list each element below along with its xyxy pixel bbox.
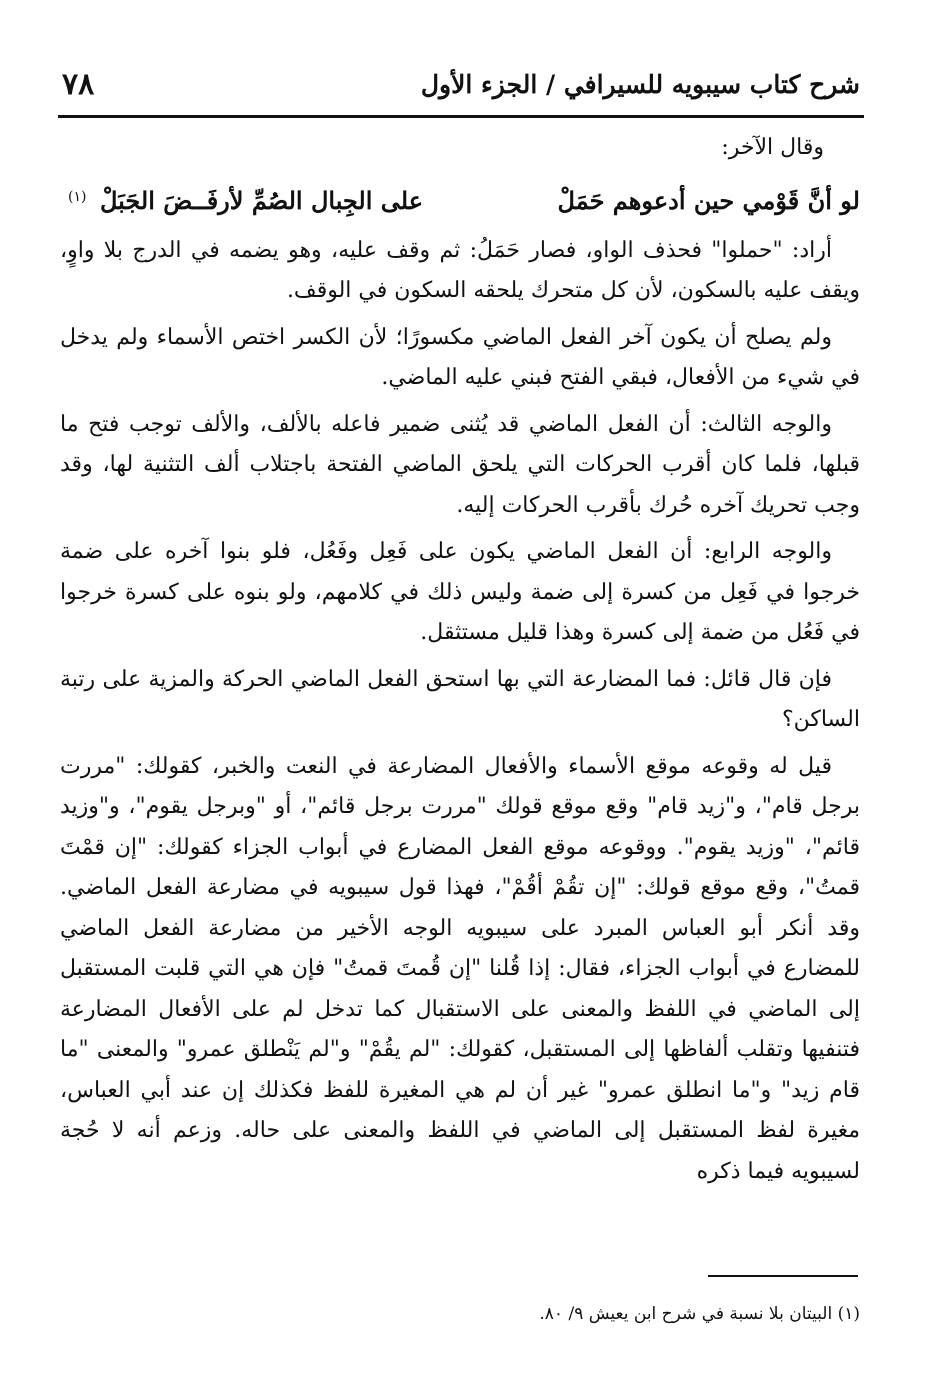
header-rule (58, 115, 864, 118)
paragraph: ولم يصلح أن يكون آخر الفعل الماضي مكسورًا؛ لأن الكسر اختص الأسماء ولم يدخل في شيء من الأفعال، فبقي الفتح فبني عليه الماضي. (60, 324, 860, 390)
paragraph: فإن قال قائل: فما المضارعة التي بها استحق الفعل الماضي الحركة والمزية على رتبة الساكن؟ (60, 666, 860, 732)
paragraph: والوجه الرابع: أن الفعل الماضي يكون على فَعِل وفَعُل، فلو بنوا آخره على ضمة خرجوا في فَعِل من كسرة إلى ضمة وليس ذلك في كلامهم، ولو بنوه على كسرة خرجوا في فَعُل من ضمة إلى كسرة وهذا قليل مستثقل. (60, 539, 860, 645)
main-text (60, 128, 860, 1198)
page-number: ٧٨ (62, 66, 95, 102)
footnote-rule (708, 1275, 858, 1277)
paragraph: والوجه الثالث: أن الفعل الماضي قد يُثنى ضمير فاعله بالألف، والألف توجب فتح ما قبلها، فلما كان أقرب الحركات التي يلحق الماضي الفتحة باجتلاب ألف التثنية لها، وقد وجب تحريك آخره حُرك بأقرب الحركات إليه. (60, 411, 860, 518)
verse-second-hemistich: على الجِبال الصُمِّ لأرفَــضَ الجَبَلْ (100, 185, 424, 215)
footnote: (١) البيتان بلا نسبة في شرح ابن يعيش ٩/ ٨٠. (539, 1304, 860, 1324)
paragraph: أراد: "حملوا" فحذف الواو، فصار حَمَلُ: ثم وقف عليه، وهو يضمه في الدرج بلا واوٍ، ويقف عليه بالسكون، لأن كل متحرك يلحقه السكون في الوقف. (60, 237, 860, 303)
footnote-reference: (١) (68, 188, 87, 205)
verse-first-hemistich: لو أنَّ قَوْمي حين أدعوهم حَمَلْ (557, 185, 860, 215)
page-header (62, 56, 860, 112)
verse-intro: وقال الآخر: (721, 135, 824, 160)
paragraph: قيل له وقوعه موقع الأسماء والأفعال المضارعة في النعت والخبر، كقولك: "مررت برجل قام"، و"زيد قام" وقع موقع قولك "مررت برجل قائم"، أو "وبرجل يقوم"، و"وزيد قائم"، "وزيد يقوم". ووقوعه موقع الفعل المضارع في أبواب الجزاء كقولك: "إن قمْتَ قمتُ"، وقع موقع قولك: "إن تقُمْ أقُمْ"، فهذا قول سيبويه في مضارعة الفعل الماضي. وقد أنكر أبو العباس المبرد على سيبويه الوجه الأخير من مضارعة الفعل الماضي للمضارع في أبواب الجزاء، فقال: إذا قُلنا "إن قُمتَ قمتُ" فإن هي التي قلبت المستقبل إلى الماضي في اللفظ والمعنى على الاستقبال كما تدخل لم على الأفعال المضارعة فتنفيها وتقلب ألفاظها إلى المستقبل، كقولك: "لم يقُمْ" و"لم يَنْطلق عمرو" والمعنى "ما قام زيد" و"ما انطلق عمرو" غير أن لم هي المغيرة للفظ فكذلك إن عند أبي العباس، مغيرة لفظ المستقبل إلى الماضي في اللفظ والمعنى على حاله. وزعم أنه لا حُجة لسيبويه فيما ذكره (60, 753, 860, 1184)
verse-line (60, 175, 860, 227)
running-title: شرح كتاب سيبويه للسيرافي / الجزء الأول (420, 69, 860, 99)
